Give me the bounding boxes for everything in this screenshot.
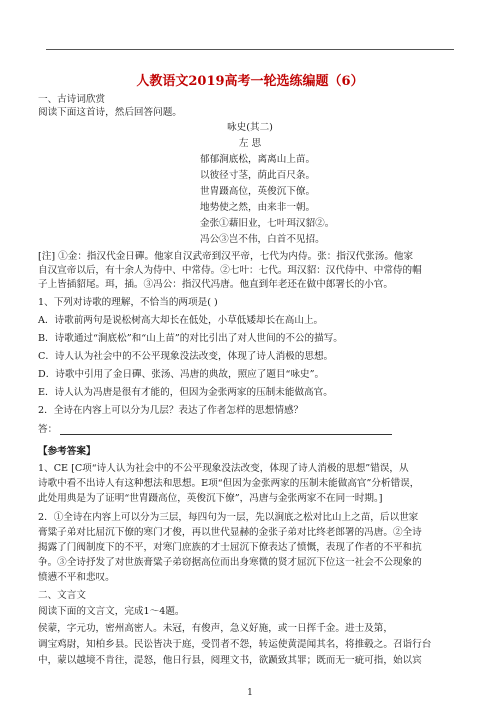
answer-blank-line <box>60 434 392 435</box>
classical-text-line: 调宝鸡尉，知柏乡县。民讼皆决于庭，受罚者不怨，转运使黄湜闻其名，将推毂之。召诣行台 <box>38 639 432 650</box>
section1-instruction: 阅读下面这首诗，然后回答问题。 <box>38 107 182 118</box>
classical-text-line: 中，蒙以越境不肯往，湜怒，他日行县，阅理文书，欲踬致其罪；既而无一疵可指，始以宾 <box>38 655 422 666</box>
option-c: C．诗人认为社会中的不公平现象没法改变，体现了诗人消极的思想。 <box>38 351 334 362</box>
reference-answer-line: 1、CE [C项“诗人认为社会中的不公平现象没法改变，体现了诗人消极的思想”错误，从 <box>38 463 409 474</box>
reference-answer-line: 此处用典是为了证明“世胄蹑高位，英俊沉下僚”，冯唐与金张两家不在同一时期。] <box>38 493 383 504</box>
answer-label: 答： <box>38 424 58 435</box>
note-line: [注] ①金：指汉代金日磾。他家自汉武帝到汉平帝，七代为内侍。张：指汉代张汤。他家 <box>38 251 414 262</box>
question-2: 2．全诗在内容上可以分为几层？表达了作者怎样的思想情感？ <box>38 405 304 416</box>
note-line: 自汉宣帝以后，有十余人为侍中、中常侍。②七叶：七代。珥汉貂：汉代侍中、中常侍的帽 <box>38 265 422 276</box>
page-number: 1 <box>247 688 253 698</box>
poem-author: 左 思 <box>238 138 262 149</box>
poem-line: 冯公③岂不伟，白首不见招。 <box>200 234 325 245</box>
reference-answer-line: 膏粱子弟对比屈沉下僚的寒门才俊，再以世代显赫的金张子弟对比终老郎署的冯唐。②全诗 <box>38 527 422 538</box>
header-rule <box>46 49 454 50</box>
reference-answer-heading: 【参考答案】 <box>38 446 96 457</box>
option-d: D．诗歌中引用了金日磾、张汤、冯唐的典故，照应了题目“咏史”。 <box>38 369 325 380</box>
classical-text-line: 侯蒙，字元功，密州高密人。未冠，有俊声，急义好施，或一日挥千金。进士及第， <box>38 623 393 634</box>
note-line: 子上皆插貂尾。珥，插。③冯公：指汉代冯唐。他直到年老还在做中郎署长的小官。 <box>38 279 393 290</box>
reference-answer-line: 揭露了门阀制度下的不平，对寒门庶族的才士屈沉下僚表达了愤慨，表现了作者的不平和抗 <box>38 542 422 553</box>
question-1: 1、下列对诗歌的理解，不恰当的两项是( ) <box>38 297 218 308</box>
reference-answer-line: 2．①全诗在内容上可以分为三层，每四句为一层，先以涧底之松对比山上之苗，后以世家 <box>38 512 419 523</box>
section2-heading: 二、文言文 <box>38 590 86 601</box>
poem-line: 地势使之然，由来非一朝。 <box>200 202 316 213</box>
reference-answer-line: 争。③全诗抒发了对世族膏粱子弟窃据高位而出身寒微的贤才屈沉下位这一社会不公现象的 <box>38 557 422 568</box>
section1-heading: 一、古诗词欣赏 <box>38 94 106 105</box>
poem-title: 咏史(其二) <box>227 122 273 133</box>
poem-line: 世胄蹑高位，英俊沉下僚。 <box>200 186 316 197</box>
reference-answer-line: 愤懑不平和悲叹。 <box>38 572 115 583</box>
poem-line: 以彼径寸茎，荫此百尺条。 <box>200 170 316 181</box>
reference-answer-line: 诗歌中看不出诗人有这种想法和思想。E项“但因为金张两家的压制未能做高官”分析错误， <box>38 478 420 489</box>
poem-line: 郁郁涧底松，离离山上苗。 <box>200 154 316 165</box>
page-title: 人教语文2019高考一轮选练编题（6） <box>136 74 364 89</box>
option-a: A．诗歌前两句是说松树高大却长在低处，小草低矮却长在高山上。 <box>38 315 324 326</box>
poem-line: 金张①藉旧业，七叶珥汉貂②。 <box>200 218 335 229</box>
option-b: B．诗歌通过“涧底松”和“山上苗”的对比引出了对人世间的不公的描写。 <box>38 333 343 344</box>
section2-instruction: 阅读下面的文言文，完成1～4题。 <box>38 606 185 617</box>
option-e: E．诗人认为冯唐是很有才能的，但因为金张两家的压制未能做高官。 <box>38 387 333 398</box>
